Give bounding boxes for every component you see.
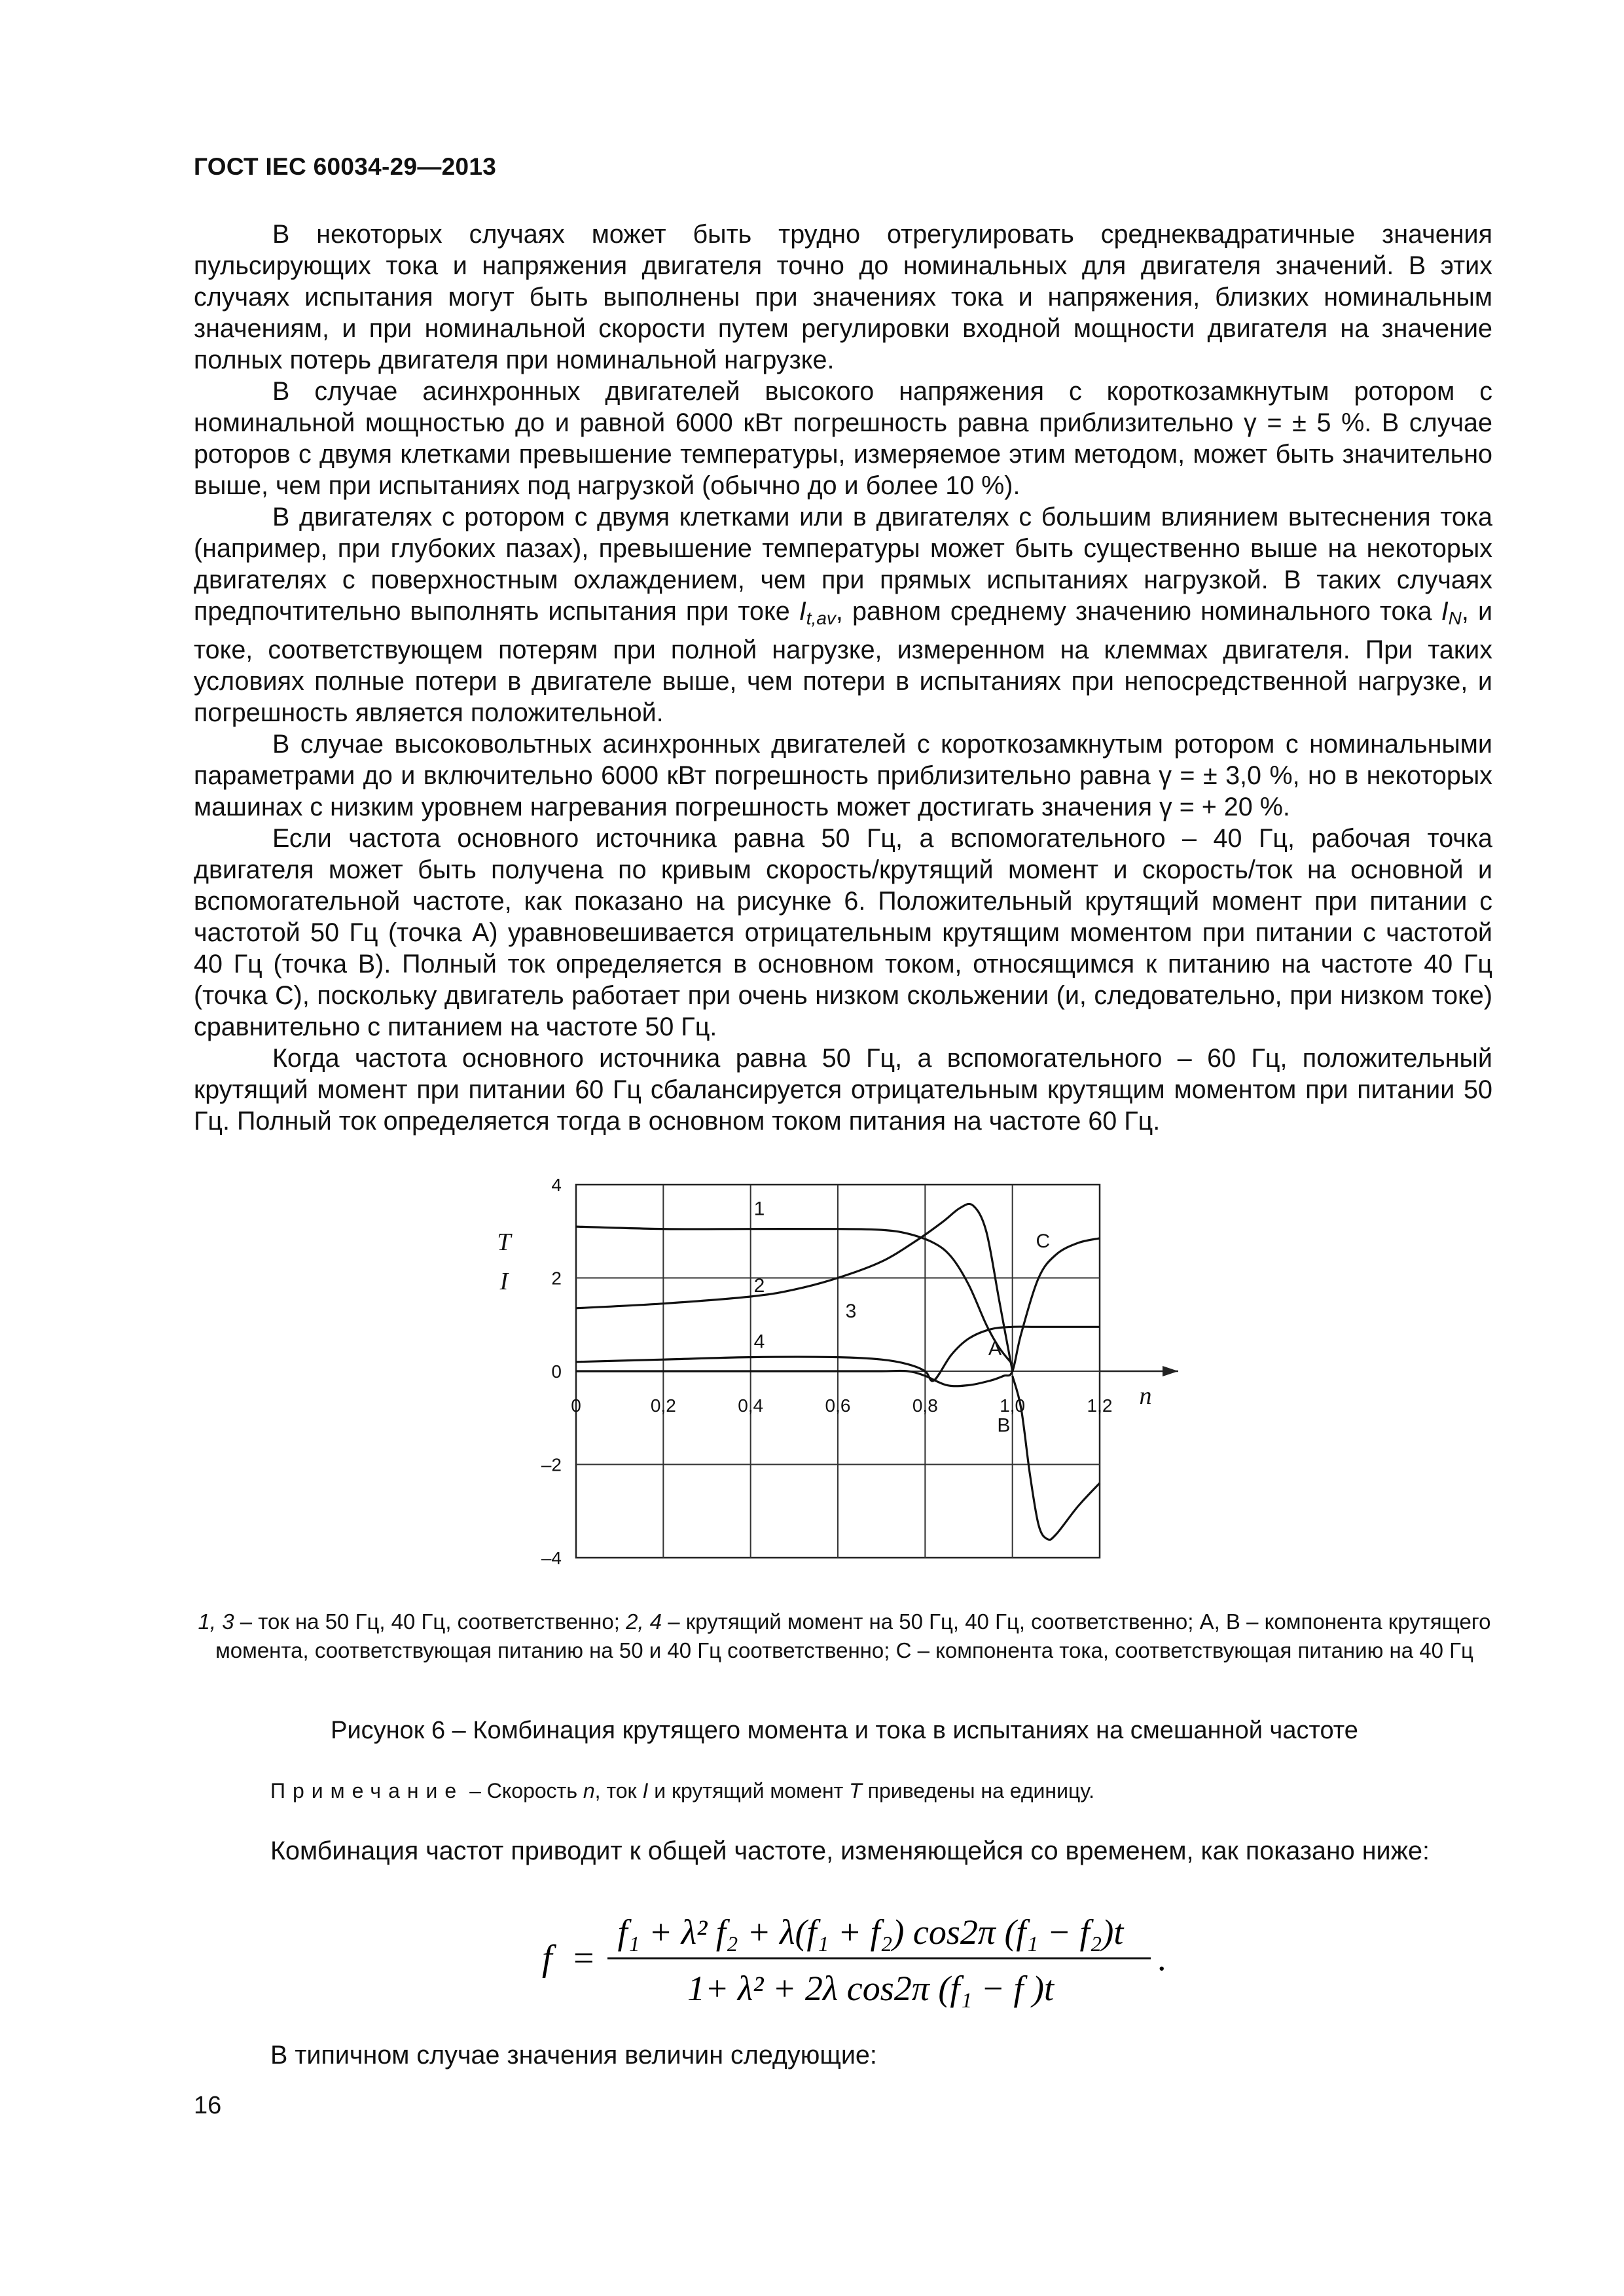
note: Примечание – Скорость n, ток I и крутящий момент T приведены на единицу. [270, 1779, 1094, 1803]
formula-equals: = [573, 1938, 594, 1979]
curve-label-A: A [988, 1338, 1002, 1360]
curve-label-B: B [997, 1414, 1011, 1437]
x-tick-label: 0,2 [650, 1395, 676, 1416]
paragraph-2: В случае асинхронных двигателей высокого напряжения с короткозамкнутым ротором с номинальной мощностью до и равной 6000 кВт погрешность равна приблизительно γ = ± 5 %. В случае роторов с двумя клетками превышение температуры, измеряемое этим методом, может быть значительно выше, чем при испытаниях под нагрузкой (обычно до и более 10 %). [194, 377, 1492, 500]
figure-caption: 1, 3 – ток на 50 Гц, 40 Гц, соответственно; 2, 4 – крутящий момент на 50 Гц, 40 Гц, соответственно; А, В – компонента крутящего момента, соответствующая питанию на 50 и 40 Гц соответственно; С – компонента тока, соответствующая питанию на 40 Гц [198, 1609, 1491, 1662]
note-label: Примечание [270, 1779, 464, 1803]
curve-label-1: 1 [753, 1198, 765, 1220]
curve-label-C: C [1036, 1230, 1051, 1253]
figure-title: Рисунок 6 – Комбинация крутящего момента и тока в испытаниях на смешанной частоте [331, 1717, 1358, 1744]
chart-labels [497, 1198, 1151, 1436]
body-text [194, 219, 1492, 1137]
document-header: ГОСТ IEC 60034-29—2013 [194, 153, 497, 180]
x-axis-arrowhead [1163, 1366, 1178, 1376]
formula-denominator: 1+ λ² + 2λ cos2π (f₁ − f )t [687, 1969, 1055, 2008]
paragraph-4: В случае высоковольтных асинхронных двигателей с короткозамкнутым ротором с номинальными параметрами до и включительно 6000 кВт погрешность приблизительно равна γ = ± 3,0 %, но в некоторых машинах с низким уровнем нагревания погрешность может достигать значения γ = + 20 %. [194, 730, 1492, 821]
y-tick-label: 2 [551, 1268, 562, 1289]
curve-label-3: 3 [845, 1300, 857, 1323]
paragraph-6: Когда частота основного источника равна 50 Гц, а вспомогательного – 60 Гц, положительный крутящий момент при питании 60 Гц сбалансируется отрицательным крутящим моментом при питании 50 Гц. Полный ток определяется тогда в основном током питания на частоте 60 Гц. [194, 1044, 1492, 1136]
paragraph-1: В некоторых случаях может быть трудно отрегулировать среднеквадратичные значения пульсирующих тока и напряжения двигателя точно до номинальных для двигателя значений. В этих случаях испытания могут быть выполнены при значениях тока и напряжения, близких номинальным значениям, и при номинальной скорости путем регулировки входной мощности двигателя на значение полных потерь двигателя при номинальной нагрузке. [194, 220, 1492, 374]
x-tick-label: 0,8 [912, 1395, 938, 1416]
figure-6-chart [458, 1165, 1257, 1584]
curve-1 [576, 1227, 1013, 1364]
x-tick-label: 0,4 [738, 1395, 764, 1416]
x-axis-label-n: n [1139, 1382, 1152, 1410]
y-axis-label-T: T [497, 1228, 511, 1256]
y-tick-label: 0 [551, 1361, 562, 1382]
x-tick-label: 1,0 [1000, 1395, 1026, 1416]
paragraph-3: В двигателях с ротором с двумя клетками или в двигателях с большим влиянием вытеснения тока (например, при глубоких пазах), превышение температуры может быть существенно выше на некоторых двигателях с поверхностным охлаждением, чем при прямых испытаниях нагрузкой. В таких случаях предпочтительно выполнять испытания при токе $I_{t,av}$, равном среднему значению номинального тока $I_N$, и токе, соответствующем потерям при полной нагрузке, измеренном на клеммах двигателя. При таких условиях полные потери в двигателе выше, чем потери в испытаниях при непосредственной нагрузке, и погрешность является положительной. [194, 503, 1493, 727]
paragraph-5: Если частота основного источника равна 50 Гц, а вспомогательного – 40 Гц, рабочая точка двигателя может быть получена по кривым скорость/крутящий момент и скорость/ток на основной и вспомогательной частоте, как показано на рисунке 6. Положительный крутящий момент при питании с частотой 50 Гц (точка А) уравновешивается отрицательным крутящим моментом при питании с частотой 40 Гц (точка В). Полный ток определяется в основном током, относящимся к питанию на частоте 40 Гц (точка С), поскольку двигатель работает при очень низком скольжении (и, следовательно, при низком токе) сравнительно с питанием на частоте 50 Гц. [194, 824, 1492, 1041]
x-tick-label: 0 [571, 1395, 581, 1416]
formula-numerator: f₁ + λ² f₂ + λ(f₁ + f₂) cos2π (f₁ − f₂)t [617, 1912, 1124, 1952]
x-tick-label: 0,6 [825, 1395, 851, 1416]
curve-label-4: 4 [753, 1331, 765, 1353]
formula-end: . [1157, 1939, 1166, 1978]
curve-label-2: 2 [753, 1274, 765, 1297]
page-number: 16 [194, 2092, 222, 2119]
y-tick-label: 4 [551, 1175, 562, 1195]
typical-values-text: В типичном случае значения величин следующие: [270, 2041, 877, 2070]
frequency-formula [537, 1898, 1191, 2022]
formula-lhs: f [542, 1938, 552, 1979]
y-tick-label: –4 [541, 1548, 562, 1568]
combination-text: Комбинация частот приводит к общей частоте, изменяющейся со временем, как показано ниже: [270, 1837, 1430, 1865]
y-tick-label: –2 [541, 1454, 562, 1475]
x-tick-label: 1,2 [1087, 1395, 1113, 1416]
y-axis-label-I: I [499, 1267, 509, 1295]
